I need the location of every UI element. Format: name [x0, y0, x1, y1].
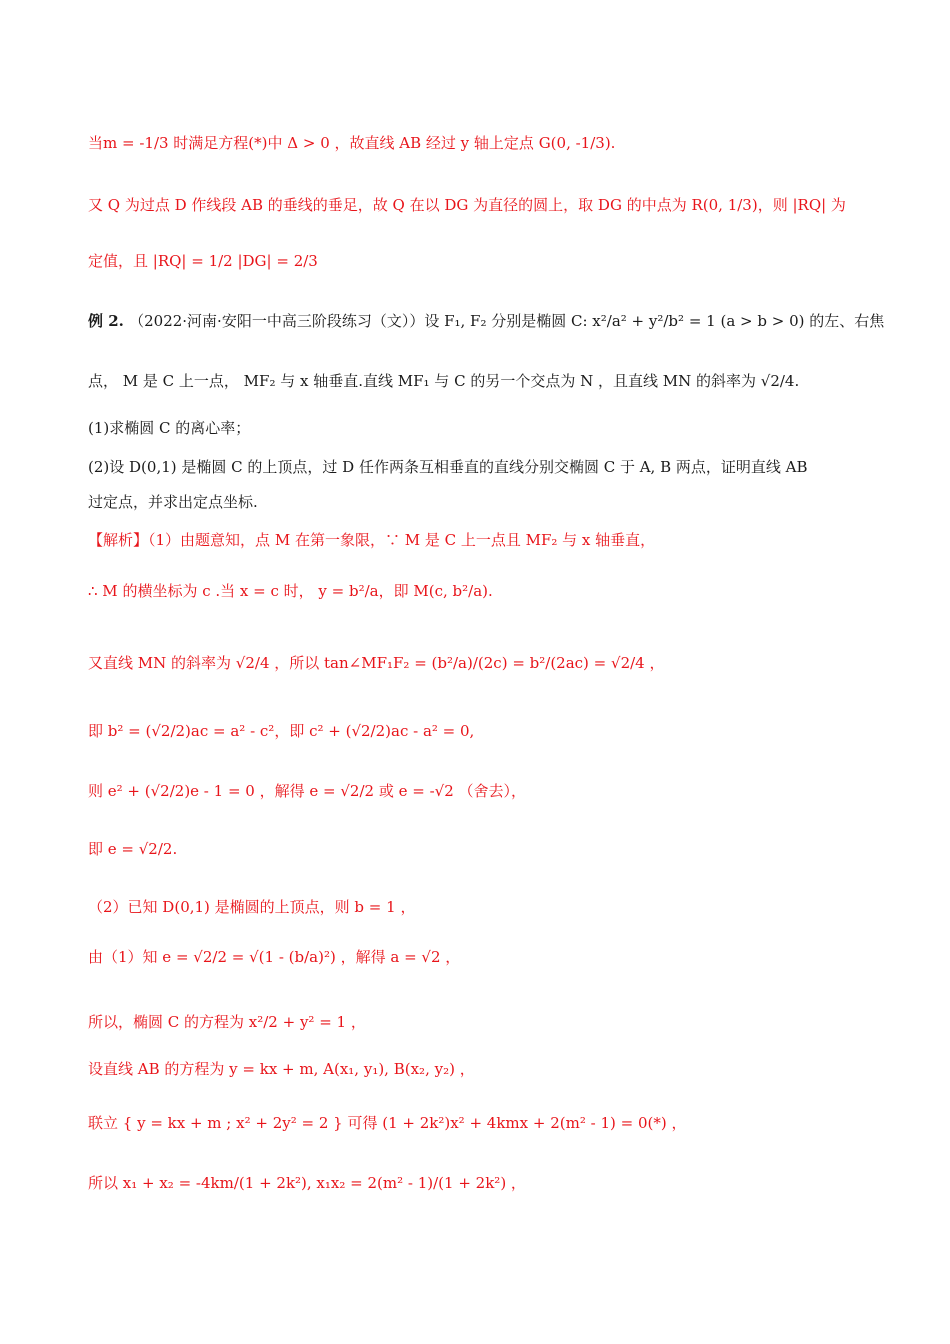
- line-11: 又直线 MN 的斜率为 √2/4 ，所以 tan∠MF₁F₂ = (b²/a)/(2c) = b²/(2ac) = √2/4 ，: [88, 654, 665, 672]
- line-12: 即 b² = (√2/2)ac = a² - c²，即 c² + (√2/2)ac - a² = 0,: [88, 722, 475, 740]
- line-1: 当m = -1/3 时满足方程(*)中 Δ > 0 ，故直线 AB 经过 y 轴上定点 G(0, -1/3).: [88, 134, 616, 152]
- line-20: 所以 x₁ + x₂ = -4km/(1 + 2k²), x₁x₂ = 2(m² - 1)/(1 + 2k²) ，: [88, 1174, 526, 1192]
- line-19: 联立 { y = kx + m ; x² + 2y² = 2 } 可得 (1 + 2k²)x² + 4kmx + 2(m² - 1) = 0(*) ，: [88, 1114, 687, 1132]
- line-13: 则 e² + (√2/2)e - 1 = 0 ，解得 e = √2/2 或 e = -√2 （舍去），: [88, 782, 527, 800]
- part-2-start: （2）已知 D(0,1) 是椭圆的上顶点，则 b = 1 ，: [88, 898, 416, 916]
- line-16: 由（1）知 e = √2/2 = √(1 - (b/a)²) ，解得 a = √2 ，: [88, 948, 461, 966]
- line-2: 又 Q 为过点 D 作线段 AB 的垂线的垂足，故 Q 在以 DG 为直径的圆上，取 DG 的中点为 R(0, 1/3)，则 |RQ| 为: [88, 196, 846, 214]
- question-2: (2)设 D(0,1) 是椭圆 C 的上顶点，过 D 任作两条互相垂直的直线分别交椭圆 C 于 A, B 两点，证明直线 AB: [88, 458, 808, 476]
- line-14: 即 e = √2/2.: [88, 840, 178, 858]
- line-18: 设直线 AB 的方程为 y = kx + m, A(x₁, y₁), B(x₂, y₂) ，: [88, 1060, 475, 1078]
- line-10: ∴ M 的横坐标为 c .当 x = c 时， y = b²/a，即 M(c, b²/a).: [88, 582, 493, 600]
- solution-heading: 【解析】（1）由题意知，点 M 在第一象限，∵ M 是 C 上一点且 MF₂ 与 x 轴垂直，: [88, 531, 656, 549]
- question-1: (1)求椭圆 C 的离心率；: [88, 419, 251, 437]
- line-3: 定值，且 |RQ| = 1/2 |DG| = 2/3: [88, 252, 318, 270]
- line-5: 点， M 是 C 上一点， MF₂ 与 x 轴垂直.直线 MF₁ 与 C 的另一个交点为 N ，且直线 MN 的斜率为 √2/4.: [88, 372, 800, 390]
- question-2-cont: 过定点，并求出定点坐标.: [88, 493, 258, 511]
- example-2-title: 例 2. （2022·河南·安阳一中高三阶段练习（文））设 F₁, F₂ 分别是椭圆 C: x²/a² + y²/b² = 1 (a > b > 0) 的左、右焦: [88, 312, 885, 330]
- line-17: 所以，椭圆 C 的方程为 x²/2 + y² = 1 ，: [88, 1013, 366, 1031]
